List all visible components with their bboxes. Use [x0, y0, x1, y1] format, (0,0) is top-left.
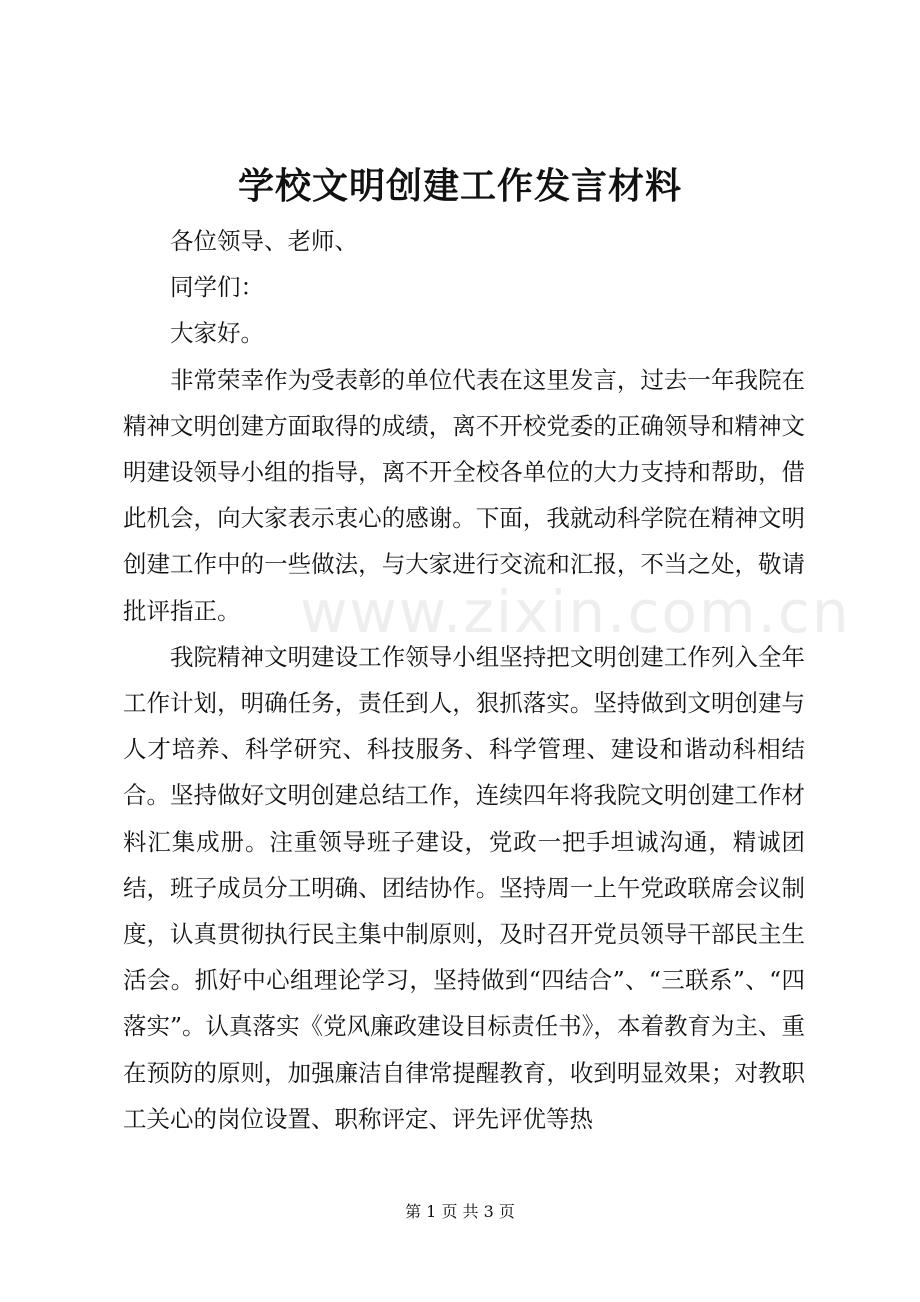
page-footer: 第 1 页 共 3 页	[405, 1202, 515, 1221]
watermark-text: www.zixin.com.cn	[300, 578, 851, 646]
salutation-line-2: 同学们：	[170, 273, 264, 302]
greeting-line: 大家好。	[170, 319, 264, 348]
paragraph-2: 我院精神文明建设工作领导小组坚持把文明创建工作列入全年工作计划，明确任务，责任到人，狠抓落实。坚持做到文明创建与人才培养、科学研究、科技服务、科学管理、建设和谐动科相结合。坚持做好文明创建总结工作，连续四年将我院文明创建工作材料汇集成册。注重领导班子建设，党政一把手坦诚沟通，精诚团结，班子成员分工明确、团结协作。坚持周一上午党政联席会议制度，认真贯彻执行民主集中制原则，及时召开党员领导干部民主生活会。抓好中心组理论学习，坚持做到“四结合”、“三联系”、“四落实”。认真落实《党风廉政建设目标责任书》，本着教育为主、重在预防的原则，加强廉洁自律常提醒教育，收到明显效果；对教职工关心的岗位设置、职称评定、评先评优等热	[123, 642, 805, 1133]
document-title: 学校文明创建工作发言材料	[237, 165, 682, 207]
salutation-line-1: 各位领导、老师、	[170, 227, 358, 255]
document-body	[123, 218, 805, 1142]
paragraph-1: 非常荣幸作为受表彰的单位代表在这里发言，过去一年我院在精神文明创建方面取得的成绩，离不开校党委的正确领导和精神文明建设领导小组的指导，离不开全校各单位的大力支持和帮助，借此机会，向大家表示衷心的感谢。下面，我就动科学院在精神文明创建工作中的一些做法，与大家进行交流和汇报，不当之处，敬请批评指正。	[123, 365, 805, 625]
